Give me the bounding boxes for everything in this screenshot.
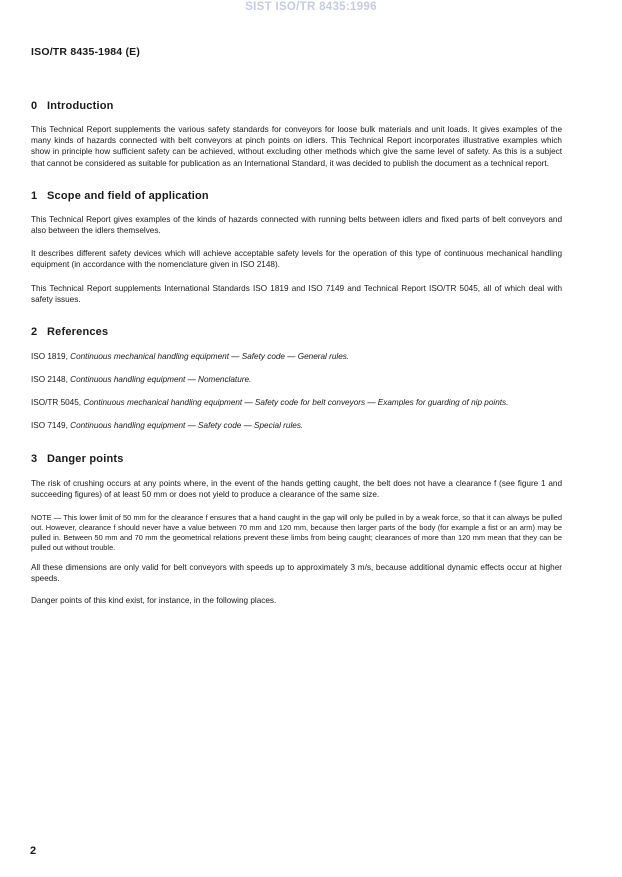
paragraph: This Technical Report gives examples of the kinds of hazards connected with running belts between idlers and fixed parts of belt conveyors and also between the idlers themselves. — [31, 214, 562, 236]
section-danger-points — [31, 453, 562, 606]
section-number: 2 — [31, 326, 38, 339]
reference-item — [31, 351, 562, 362]
reference-code: ISO 1819, — [31, 352, 68, 362]
reference-title: Continuous handling equipment — Safety code — Special rules. — [70, 421, 304, 431]
section-heading — [31, 100, 562, 112]
section-heading — [31, 326, 562, 338]
reference-code: ISO 2148, — [31, 375, 68, 385]
reference-code: ISO/TR 5045, — [31, 398, 82, 408]
section-scope — [31, 190, 562, 305]
paragraph: All these dimensions are only valid for belt conveyors with speeds up to approximately 3 m/s, because additional dynamic effects occur at higher speeds. — [31, 562, 562, 583]
section-number: 3 — [31, 453, 38, 466]
reference-title: Continuous handling equipment — Nomenclature. — [70, 375, 252, 385]
section-references — [31, 326, 562, 431]
reference-code: ISO 7149, — [31, 421, 68, 431]
document-identifier: ISO/TR 8435-1984 (E) — [31, 46, 141, 58]
note-paragraph: NOTE — This lower limit of 50 mm for the clearance f ensures that a hand caught in the gap will only be pulled in by a weak force, so that it can always be pulled out. However, clearance f should never have a value between 70 mm and 120 mm, because then larger parts of the body (for example a fist or an arm) may be pulled in. Between 50 mm and 70 mm the geometrical relations prevent these limbs from being caught; clearances of more than 120 mm mean that they can be pulled out without trouble. — [31, 513, 562, 552]
section-heading — [31, 190, 562, 202]
paragraph: This Technical Report supplements International Standards ISO 1819 and ISO 7149 and Technical Report ISO/TR 5045, all of which deal with safety issues. — [31, 283, 562, 304]
paragraph: Danger points of this kind exist, for instance, in the following places. — [31, 596, 277, 606]
paragraph: This Technical Report supplements the various safety standards for conveyors for loose bulk materials and unit loads. It gives examples of the many kinds of hazards connected with belt conveyors at pinch points on idlers. This Technical Report incorporates illustrative examples which show in principle how sufficient safety can be achieved, without excluding other methods which give the same level of safety. As this is a subject that cannot be considered as suitable for publication as an International Standard, it was decided to publish the document as a technical report. — [31, 125, 562, 168]
reference-item — [31, 374, 562, 385]
section-title: Introduction — [47, 100, 114, 112]
paragraph: It describes different safety devices which will achieve acceptable safety levels for the operation of this type of continuous mechanical handling equipment (in accordance with the nomenclature given in ISO 2148). — [31, 249, 562, 270]
reference-item — [31, 420, 562, 431]
document-body — [31, 100, 562, 606]
paragraph: The risk of crushing occurs at any points where, in the event of the hands getting caught, the belt does not have a clearance f (see figure 1 and succeeding figures) of at least 50 mm or does not yield to produce a clearance of the same size. — [31, 479, 562, 500]
watermark: SIST ISO/TR 8435:1996 — [245, 1, 377, 13]
section-introduction — [31, 100, 562, 169]
section-heading — [31, 453, 562, 465]
reference-title: Continuous mechanical handling equipment — Safety code for belt conveyors — Examples for guarding of nip points. — [83, 398, 509, 408]
reference-item — [31, 397, 562, 408]
section-number: 1 — [31, 189, 38, 202]
section-number: 0 — [31, 100, 38, 112]
reference-title: Continuous mechanical handling equipment — Safety code — General rules. — [70, 352, 350, 362]
section-title: Scope and field of application — [47, 189, 209, 202]
page-number: 2 — [30, 845, 37, 857]
section-title: References — [47, 326, 109, 339]
section-title: Danger points — [47, 453, 124, 466]
